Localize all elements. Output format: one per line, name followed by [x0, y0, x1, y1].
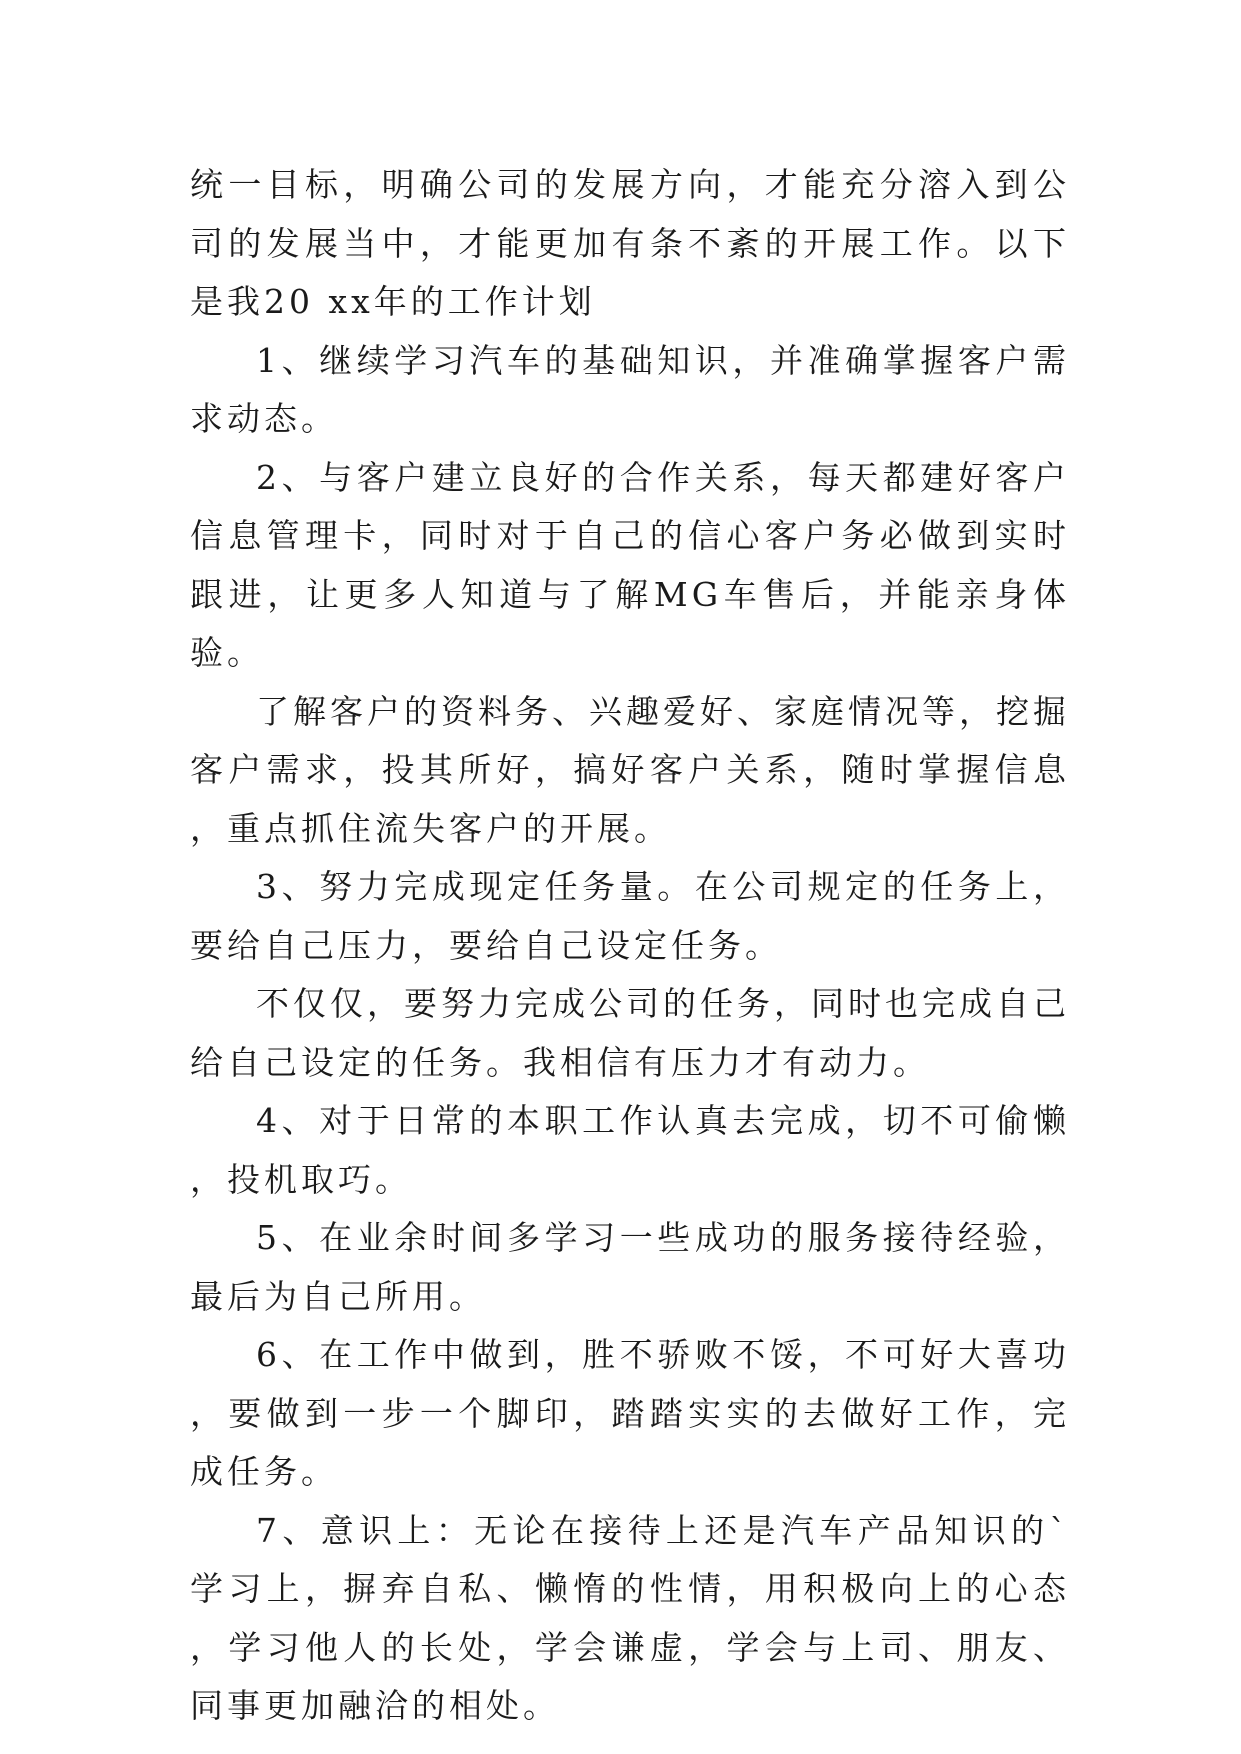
paragraph-item-6: 6、在工作中做到，胜不骄败不馁，不可好大喜功，要做到一步一个脚印，踏踏实实的去做好工作，完成任务。	[190, 1335, 1070, 1491]
paragraph-item-1: 1、继续学习汽车的基础知识，并准确掌握客户需求动态。	[190, 340, 1070, 438]
paragraph-item-4: 4、对于日常的本职工作认真去完成，切不可偷懒，投机取巧。	[190, 1101, 1070, 1199]
paragraph-item-7: 7、意识上：无论在接待上还是汽车产品知识的`学习上，摒弃自私、懒惰的性情，用积极向上的心态，学习他人的长处，学会谦虚，学会与上司、朋友、同事更加融洽的相处。	[190, 1510, 1070, 1725]
paragraph-item-3-detail: 不仅仅，要努力完成公司的任务，同时也完成自己给自己设定的任务。我相信有压力才有动力。	[190, 984, 1070, 1082]
paragraph-intro: 统一目标，明确公司的发展方向，才能充分溶入到公司的发展当中，才能更加有条不紊的开展工作。以下是我20 xx年的工作计划	[190, 165, 1070, 321]
paragraph-item-3: 3、努力完成现定任务量。在公司规定的任务上，要给自己压力，要给自己设定任务。	[190, 867, 1070, 965]
paragraph-item-2: 2、与客户建立良好的合作关系，每天都建好客户信息管理卡，同时对于自己的信心客户务必做到实时跟进，让更多人知道与了解MG车售后，并能亲身体验。	[190, 457, 1070, 672]
paragraph-item-5: 5、在业余时间多学习一些成功的服务接待经验，最后为自己所用。	[190, 1218, 1070, 1316]
paragraph-item-2-detail: 了解客户的资料务、兴趣爱好、家庭情况等，挖掘客户需求，投其所好，搞好客户关系，随时掌握信息，重点抓住流失客户的开展。	[190, 691, 1070, 848]
document-body	[190, 156, 1070, 1736]
